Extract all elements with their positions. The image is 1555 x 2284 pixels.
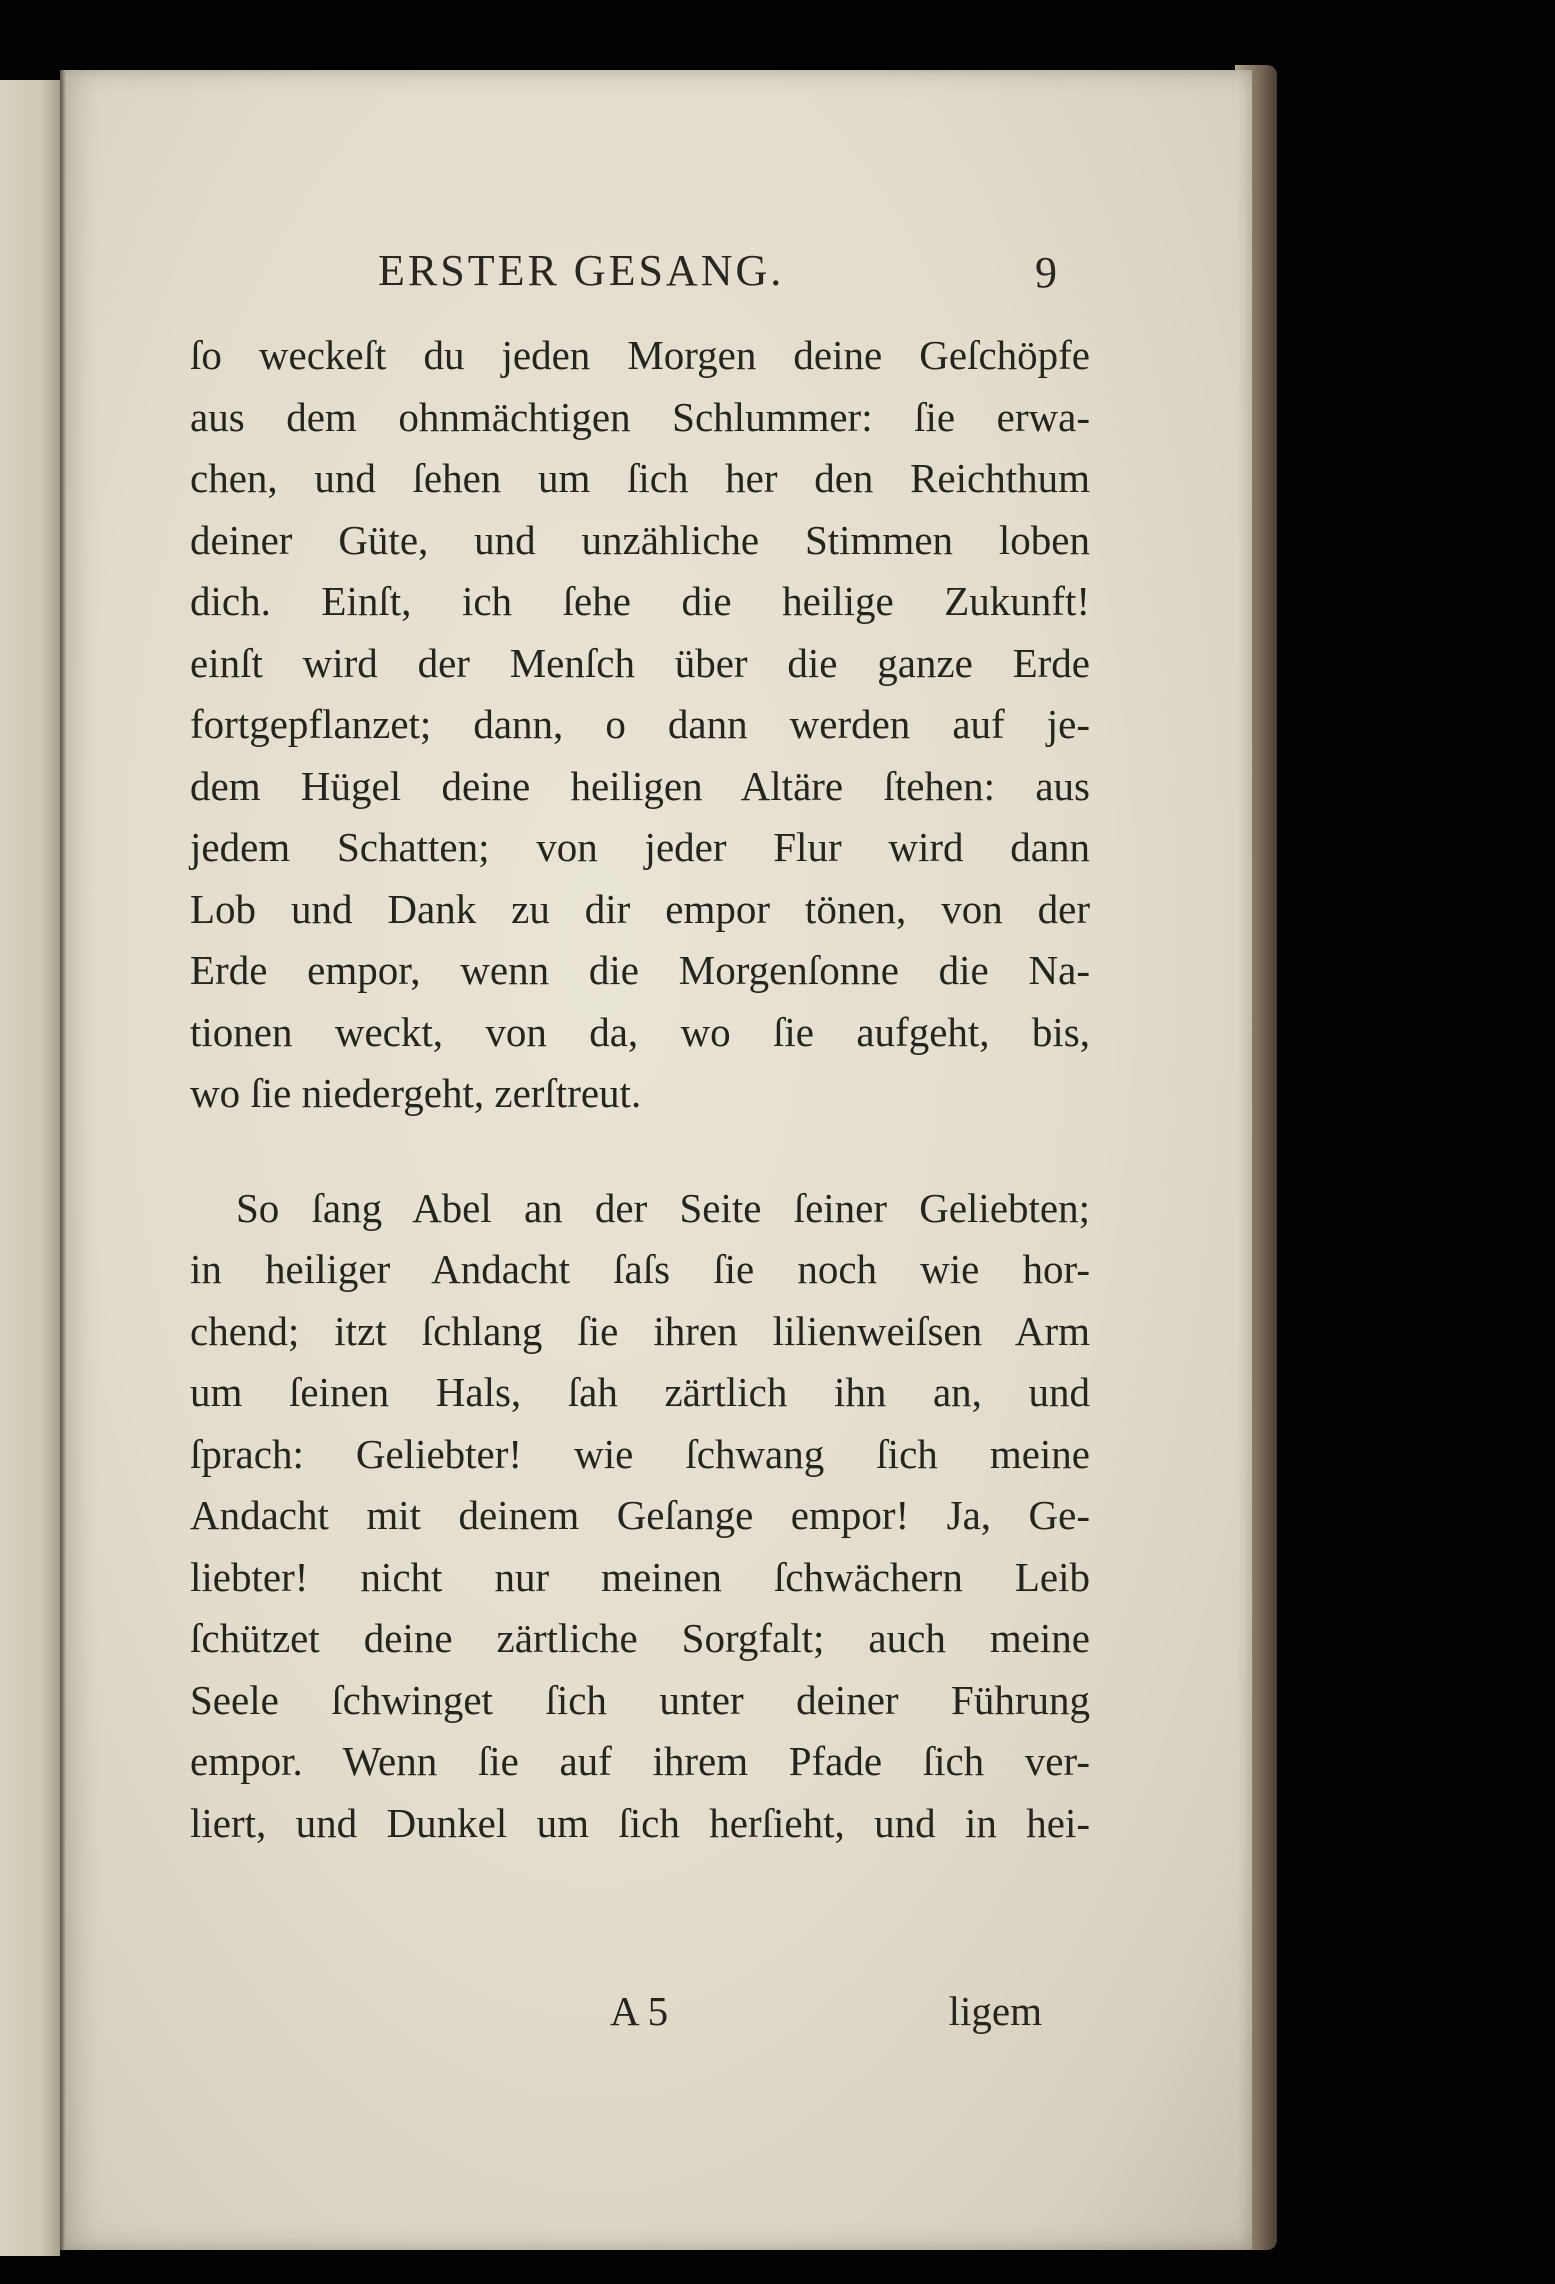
text-line: ſo weckeſt du jeden Morgen deine Geſchöpfe (190, 332, 1090, 378)
book-page (60, 70, 1252, 2250)
text-line: ſchützet deine zärtliche Sorgfalt; auch meine (190, 1615, 1090, 1661)
text-line: Seele ſchwinget ſich unter deiner Führung (190, 1676, 1090, 1723)
text-line: liert, und Dunkel um ſich herſieht, und in hei- (190, 1799, 1090, 1846)
text-line: So ſang Abel an der Seite ſeiner Geliebten; (236, 1184, 1090, 1231)
paragraph (190, 1178, 1090, 1855)
paragraph-gap (190, 1125, 1090, 1178)
text-line: Andacht mit deinem Geſange empor! Ja, Ge- (190, 1492, 1090, 1538)
text-line: deiner Güte, und unzähliche Stimmen loben (190, 516, 1090, 563)
text-line: jedem Schatten; von jeder Flur wird dann (190, 824, 1090, 870)
text-line: in heiliger Andacht ſaſs ſie noch wie hor- (190, 1246, 1090, 1292)
catchword: ligem (948, 1988, 1042, 2034)
text-line: chen, und ſehen um ſich her den Reichthum (190, 455, 1090, 501)
text-line: chend; itzt ſchlang ſie ihren lilienweiſsen Arm (190, 1307, 1090, 1354)
text-line: fortgepflanzet; dann, o dann werden auf je- (190, 701, 1090, 747)
text-line: um ſeinen Hals, ſah zärtlich ihn an, und (190, 1369, 1090, 1415)
text-line: Erde empor, wenn die Morgenſonne die Na- (190, 947, 1090, 993)
text-line: aus dem ohnmächtigen Schlummer: ſie erwa- (190, 393, 1090, 440)
text-line: wo ſie niedergeht, zerſtreut. (190, 1070, 642, 1116)
text-line: dem Hügel deine heiligen Altäre ſtehen: aus (190, 762, 1090, 809)
facing-page-edge (0, 80, 60, 2256)
text-line: dich. Einſt, ich ſehe die heilige Zukunft! (190, 578, 1090, 624)
text-line: ſprach: Geliebter! wie ſchwang ſich meine (190, 1430, 1090, 1477)
running-title: ERSTER GESANG. (378, 246, 785, 295)
page-gutter (60, 70, 66, 2250)
text-line: liebter! nicht nur meinen ſchwächern Leib (190, 1553, 1090, 1600)
text-line: tionen weckt, von da, wo ſie aufgeht, bis, (190, 1008, 1090, 1055)
text-line: Lob und Dank zu dir empor tönen, von der (190, 885, 1090, 932)
signature-mark: A 5 (610, 1988, 669, 2034)
page-number: 9 (1035, 248, 1060, 297)
body-text (190, 325, 1090, 1854)
text-line: empor. Wenn ſie auf ihrem Pfade ſich ver- (190, 1738, 1090, 1784)
text-line: einſt wird der Menſch über die ganze Erde (190, 639, 1090, 686)
paragraph (190, 325, 1090, 1125)
